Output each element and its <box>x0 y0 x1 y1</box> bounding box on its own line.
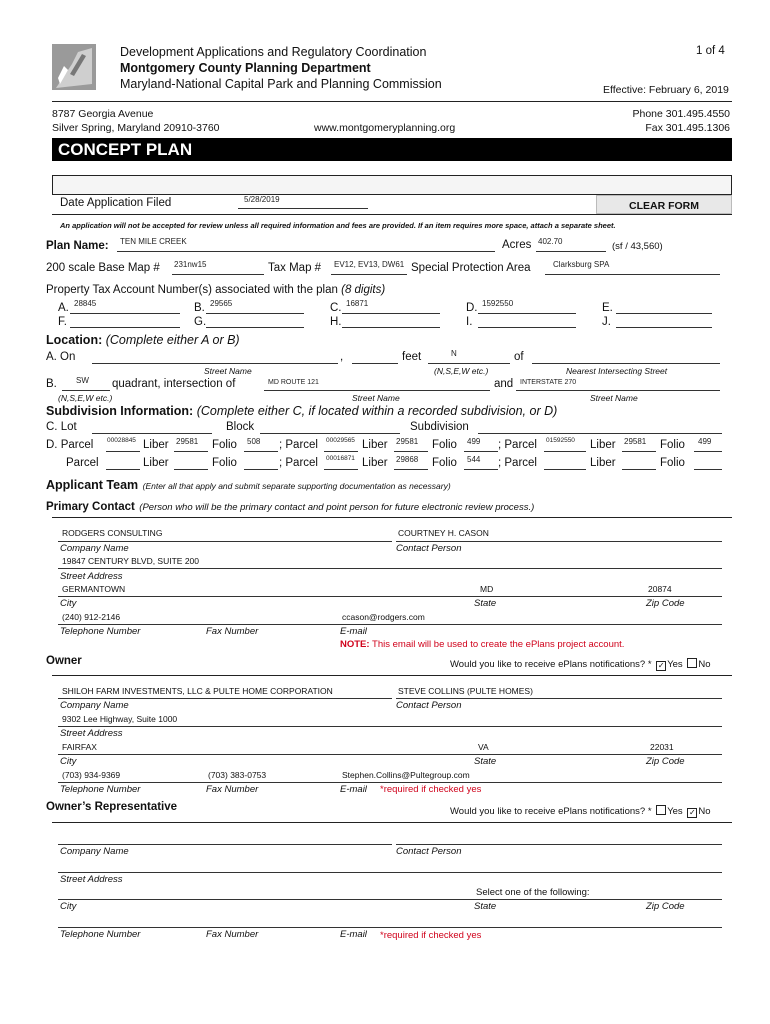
location-and: and <box>494 378 514 390</box>
acres-label: Acres <box>502 239 532 251</box>
owner-company-caption: Company Name <box>60 700 129 711</box>
owner-phone-value[interactable]: (703) 934-9369 <box>62 770 121 780</box>
location-a-on: A. On <box>46 351 76 363</box>
owner-street-value[interactable]: 9302 Lee Highway, Suite 1000 <box>62 714 178 724</box>
d-r1-folio1[interactable]: 508 <box>247 437 261 446</box>
page-number: 1 of 4 <box>696 45 725 57</box>
location-b-street2-underline <box>516 390 720 391</box>
tax-h-label: H. <box>330 316 342 328</box>
nearest-street-caption: Nearest Intersecting Street <box>566 366 668 376</box>
owner-fax-value[interactable]: (703) 383-0753 <box>208 770 267 780</box>
tax-a-underline <box>70 313 180 314</box>
owner-top-divider <box>52 675 732 676</box>
rep-fax-caption: Fax Number <box>206 929 259 940</box>
tax-c-value[interactable]: 16871 <box>346 299 369 308</box>
owner-city-underline <box>58 754 722 755</box>
plan-name-value[interactable]: TEN MILE CREEK <box>120 237 187 246</box>
mncppc-logo <box>52 44 96 90</box>
primary-phone-underline <box>58 624 722 625</box>
primary-city-underline <box>58 596 722 597</box>
effective-date: Effective: February 6, 2019 <box>603 84 729 96</box>
d-r1-folio2[interactable]: 499 <box>467 437 481 446</box>
d-r2-parcel2[interactable]: 00016871 <box>326 455 355 462</box>
tax-c-label: C. <box>330 302 342 314</box>
d-r2-liber2-underline <box>394 469 428 470</box>
d-r2-parcel1-label: Parcel <box>66 457 99 469</box>
owner-fax-caption: Fax Number <box>206 784 259 795</box>
primary-contact-heading <box>46 497 534 515</box>
tax-account-label-note: (8 digits) <box>341 284 386 296</box>
rep-email-caption: E-mail <box>340 929 367 940</box>
d-r2-folio2[interactable]: 544 <box>467 455 481 464</box>
page-title-bar <box>52 138 732 161</box>
c-lot-field[interactable] <box>92 433 212 434</box>
owner-contact-caption: Contact Person <box>396 700 462 711</box>
rep-zip-caption: Zip Code <box>646 901 685 912</box>
header-county: Montgomery County Planning Department <box>120 61 371 75</box>
date-filed-value[interactable]: 5/28/2019 <box>244 195 280 204</box>
address-line1: 8787 Georgia Avenue <box>52 108 154 120</box>
rep-state-caption: State <box>474 901 497 912</box>
d-r1-liber2-label: Liber <box>362 439 388 451</box>
c-block-label: Block <box>226 421 255 433</box>
location-a-distance-field[interactable] <box>352 363 398 364</box>
page-title: CONCEPT PLAN <box>58 140 193 159</box>
tax-c-underline <box>342 313 440 314</box>
location-b-street1[interactable]: MD ROUTE 121 <box>268 379 319 386</box>
primary-company-underline <box>58 541 392 542</box>
location-a-comma: , <box>340 351 344 363</box>
date-filed-underline <box>238 208 368 209</box>
clear-form-label: CLEAR FORM <box>629 200 699 212</box>
primary-street-value[interactable]: 19847 CENTURY BLVD, SUITE 200 <box>62 556 200 566</box>
rep-eplans-question-text: Would you like to receive ePlans notifications? * <box>450 806 652 817</box>
d-r2-folio1-label: Folio <box>212 457 237 469</box>
phone-number: Phone 301.495.4550 <box>632 108 730 120</box>
notice-text: An application will not be accepted for review unless all required information and fees are provided. If an item requires more space, attach a separate sheet. <box>60 221 616 230</box>
primary-city-caption: City <box>60 598 77 609</box>
plan-name-label: Plan Name: <box>46 240 109 252</box>
d-r1-parcel1-underline <box>106 451 140 452</box>
base-map-label: 200 scale Base Map # <box>46 262 160 274</box>
acres-value[interactable]: 402.70 <box>538 237 563 246</box>
location-b-street2[interactable]: INTERSTATE 270 <box>520 379 577 386</box>
rep-phone-field[interactable] <box>58 927 722 928</box>
street-name-caption-b1: Street Name <box>352 393 400 403</box>
spa-label: Special Protection Area <box>411 262 531 274</box>
d-r2-folio3-label: Folio <box>660 457 685 469</box>
subdivision-label-text: Subdivision Information: <box>46 404 194 418</box>
primary-company-caption: Company Name <box>60 543 129 554</box>
primary-state-value[interactable]: MD <box>480 584 494 594</box>
d-r2-folio2-underline <box>464 469 498 470</box>
d-r1-folio1-label: Folio <box>212 439 237 451</box>
header-divider <box>52 101 732 102</box>
d-r1-folio2-underline <box>464 451 498 452</box>
c-subdivision-field[interactable] <box>478 433 722 434</box>
owner-heading: Owner <box>46 655 82 667</box>
d-r2-folio1-field[interactable] <box>244 469 278 470</box>
location-a-direction[interactable]: N <box>451 349 457 358</box>
rep-eplans-yes-label: Yes <box>667 806 683 817</box>
primary-street-underline <box>58 568 722 569</box>
tax-j-field[interactable] <box>616 327 712 328</box>
owner-street-caption: Street Address <box>60 728 123 739</box>
street-name-caption: Street Name <box>204 366 252 376</box>
rep-contact-field[interactable] <box>396 844 722 845</box>
d-r1-liber2[interactable]: 29581 <box>396 437 419 446</box>
tax-b-underline <box>206 313 304 314</box>
applicant-team-heading <box>46 476 451 494</box>
tax-g-field[interactable] <box>206 327 304 328</box>
d-r1-liber1-underline <box>174 451 208 452</box>
street-name-caption-b2: Street Name <box>590 393 638 403</box>
tax-account-label-text: Property Tax Account Number(s) associated with the plan <box>46 284 338 296</box>
rep-street-caption: Street Address <box>60 874 123 885</box>
d-r1-liber3[interactable]: 29581 <box>624 437 647 446</box>
tax-j-label: J. <box>602 316 611 328</box>
d-r2-liber2[interactable]: 29868 <box>396 455 419 464</box>
location-b-direction-underline <box>62 390 110 391</box>
owner-phone-underline <box>58 782 722 783</box>
owner-email-caption: E-mail <box>340 784 367 795</box>
rep-state-select-hint[interactable]: Select one of the following: <box>476 887 590 898</box>
location-label <box>46 333 240 347</box>
primary-state-caption: State <box>474 598 497 609</box>
d-r2-liber3-field[interactable] <box>622 469 656 470</box>
owner-state-caption: State <box>474 756 497 767</box>
tax-f-label: F. <box>58 316 67 328</box>
d-r1-parcel3-underline <box>544 451 586 452</box>
tax-b-label: B. <box>194 302 205 314</box>
primary-contact-caption: Contact Person <box>396 543 462 554</box>
quadrant-text: quadrant, intersection of <box>112 378 236 390</box>
tax-d-label: D. <box>466 302 478 314</box>
d-parcel-label: D. Parcel <box>46 439 94 451</box>
primary-email-value[interactable]: ccason@rodgers.com <box>342 612 425 622</box>
rep-required-note: *required if checked yes <box>380 930 482 941</box>
rep-contact-caption: Contact Person <box>396 846 462 857</box>
owners-rep-heading: Owner’s Representative <box>46 801 178 813</box>
acres-sf-note: (sf / 43,560) <box>612 241 663 252</box>
location-a-intersect-field[interactable] <box>532 363 720 364</box>
primary-zip-caption: Zip Code <box>646 598 685 609</box>
date-filed-label: Date Application Filed <box>60 197 172 209</box>
primary-contact-note: (Person who will be the primary contact and point person for future electronic review process.) <box>139 502 535 513</box>
d-r1-parcel2-label: ; Parcel <box>279 439 318 451</box>
owner-email-value[interactable]: Stephen.Collins@Pultegroup.com <box>342 770 470 780</box>
owner-zip-value[interactable]: 22031 <box>650 742 674 752</box>
owner-company-value[interactable]: SHILOH FARM INVESTMENTS, LLC & PULTE HOME CORPORATION <box>62 686 333 696</box>
rep-company-field[interactable] <box>58 844 392 845</box>
primary-top-divider <box>52 517 732 518</box>
email-note <box>340 639 624 650</box>
primary-city-value[interactable]: GERMANTOWN <box>62 584 126 594</box>
address-line2: Silver Spring, Maryland 20910-3760 <box>52 122 220 134</box>
d-r1-parcel3-label: ; Parcel <box>498 439 537 451</box>
d-r2-parcel3-label: ; Parcel <box>498 457 537 469</box>
direction-caption-b: (N,S,E,W etc.) <box>58 393 113 403</box>
rep-eplans-no-checkbox[interactable]: ✓ <box>688 808 696 817</box>
owner-eplans-yes-label: Yes <box>667 659 683 670</box>
applicant-team-label: Applicant Team <box>46 478 139 492</box>
tax-i-label: I. <box>466 316 473 328</box>
owner-contact-value[interactable]: STEVE COLLINS (PULTE HOMES) <box>398 686 533 696</box>
primary-contact-value[interactable]: COURTNEY H. CASON <box>398 528 489 538</box>
email-note-bold: NOTE: <box>340 639 370 650</box>
tax-map-underline <box>331 274 407 275</box>
primary-fax-caption: Fax Number <box>206 626 259 637</box>
owner-state-value[interactable]: VA <box>478 742 489 752</box>
tax-map-value[interactable]: EV12, EV13, DW61 <box>334 260 405 269</box>
d-r2-liber3-label: Liber <box>590 457 616 469</box>
c-block-field[interactable] <box>260 433 400 434</box>
rep-eplans-no-label: No <box>698 806 711 817</box>
owner-eplans-no-label: No <box>698 659 711 670</box>
owner-eplans-question <box>450 658 710 671</box>
clear-form-button[interactable] <box>596 195 732 214</box>
rep-company-caption: Company Name <box>60 846 129 857</box>
fax-number: Fax 301.495.1306 <box>645 122 730 134</box>
d-r2-parcel2-underline <box>324 469 358 470</box>
base-map-underline <box>172 274 264 275</box>
location-label-text: Location: <box>46 333 103 347</box>
location-b-label: B. <box>46 378 57 390</box>
tax-e-field[interactable] <box>616 313 712 314</box>
rep-top-divider <box>52 822 732 823</box>
d-r2-parcel3-field[interactable] <box>544 469 586 470</box>
c-lot-label: C. Lot <box>46 421 77 433</box>
direction-caption: (N,S,E,W etc.) <box>434 366 489 376</box>
base-map-value[interactable]: 231nw15 <box>174 260 207 269</box>
d-r1-folio3[interactable]: 499 <box>698 437 712 446</box>
d-r1-parcel2[interactable]: 00029565 <box>326 437 355 444</box>
owner-eplans-question-text: Would you like to receive ePlans notifications? * <box>450 659 652 670</box>
d-r1-folio1-underline <box>244 451 278 452</box>
rep-eplans-question <box>450 805 710 818</box>
header-dept: Development Applications and Regulatory Coordination <box>120 45 427 59</box>
d-r1-liber3-label: Liber <box>590 439 616 451</box>
tax-f-field[interactable] <box>70 327 180 328</box>
primary-company-value[interactable]: RODGERS CONSULTING <box>62 528 163 538</box>
d-r2-parcel1-field[interactable] <box>106 469 140 470</box>
tax-d-underline <box>478 313 576 314</box>
spa-value[interactable]: Clarksburg SPA <box>553 260 610 269</box>
primary-contact-underline <box>396 541 722 542</box>
d-r1-folio3-underline <box>694 451 722 452</box>
header-commission: Maryland-National Capital Park and Planning Commission <box>120 77 442 91</box>
owner-street-underline <box>58 726 722 727</box>
applicant-team-note: (Enter all that apply and submit separate supporting documentation as necessary) <box>142 481 451 491</box>
primary-phone-caption: Telephone Number <box>60 626 141 637</box>
d-r2-liber2-label: Liber <box>362 457 388 469</box>
subdivision-label-note: (Complete either C, if located within a recorded subdivision, or D) <box>196 404 558 418</box>
primary-zip-value[interactable]: 20874 <box>648 584 672 594</box>
owner-zip-caption: Zip Code <box>646 756 685 767</box>
tax-h-field[interactable] <box>342 327 440 328</box>
d-r1-liber1[interactable]: 29581 <box>176 437 199 446</box>
location-a-street-field[interactable] <box>92 363 338 364</box>
d-r2-folio2-label: Folio <box>432 457 457 469</box>
d-r2-parcel2-label: ; Parcel <box>279 457 318 469</box>
rep-eplans-yes-checkbox[interactable] <box>656 805 666 815</box>
owner-required-note: *required if checked yes <box>380 784 482 795</box>
location-b-direction[interactable]: SW <box>76 376 89 385</box>
email-note-text: This email will be used to create the ePlans project account. <box>372 639 625 650</box>
tax-b-value[interactable]: 29565 <box>210 299 233 308</box>
owner-contact-underline <box>396 698 722 699</box>
owner-eplans-no-checkbox[interactable] <box>687 658 697 668</box>
tax-g-label: G. <box>194 316 207 328</box>
location-b-street1-underline <box>264 390 490 391</box>
owner-company-underline <box>58 698 392 699</box>
owner-eplans-yes-checkbox[interactable]: ✓ <box>657 661 665 670</box>
c-subdivision-label: Subdivision <box>410 421 469 433</box>
d-r2-folio3-field[interactable] <box>694 469 722 470</box>
d-r1-liber1-label: Liber <box>143 439 169 451</box>
rep-city-caption: City <box>60 901 77 912</box>
primary-street-caption: Street Address <box>60 571 123 582</box>
d-r1-liber2-underline <box>394 451 428 452</box>
tax-account-label <box>46 284 385 296</box>
tax-map-label: Tax Map # <box>268 262 322 274</box>
rep-city-field[interactable] <box>58 899 722 900</box>
d-r1-parcel1[interactable]: 00028845 <box>107 437 136 444</box>
d-r2-liber1-label: Liber <box>143 457 169 469</box>
location-feet: feet <box>402 351 422 363</box>
d-r1-parcel3[interactable]: 01592550 <box>546 437 575 444</box>
tax-e-label: E. <box>602 302 613 314</box>
rep-phone-caption: Telephone Number <box>60 929 141 940</box>
website-link[interactable]: www.montgomeryplanning.org <box>314 122 456 134</box>
d-r2-liber1-field[interactable] <box>174 469 208 470</box>
form-divider <box>52 214 732 215</box>
owner-phone-caption: Telephone Number <box>60 784 141 795</box>
location-a-direction-underline <box>428 363 510 364</box>
rep-street-field[interactable] <box>58 872 722 873</box>
primary-contact-label: Primary Contact <box>46 501 135 513</box>
owner-city-caption: City <box>60 756 77 767</box>
tax-d-value[interactable]: 1592550 <box>482 299 514 308</box>
d-r1-folio3-label: Folio <box>660 439 685 451</box>
subdivision-label <box>46 404 557 418</box>
location-label-note: (Complete either A or B) <box>105 333 240 347</box>
primary-phone-value[interactable]: (240) 912-2146 <box>62 612 121 622</box>
owner-city-value[interactable]: FAIRFAX <box>62 742 97 752</box>
d-r1-liber3-underline <box>622 451 656 452</box>
primary-email-caption: E-mail <box>340 626 367 637</box>
plan-name-underline <box>117 251 495 252</box>
tax-a-label: A. <box>58 302 69 314</box>
tax-a-value[interactable]: 28845 <box>74 299 97 308</box>
d-r1-folio2-label: Folio <box>432 439 457 451</box>
spa-underline <box>545 274 720 275</box>
d-r1-parcel2-underline <box>324 451 358 452</box>
tax-i-field[interactable] <box>478 327 576 328</box>
acres-underline <box>536 251 606 252</box>
form-top-box <box>52 175 732 195</box>
location-of: of <box>514 351 524 363</box>
